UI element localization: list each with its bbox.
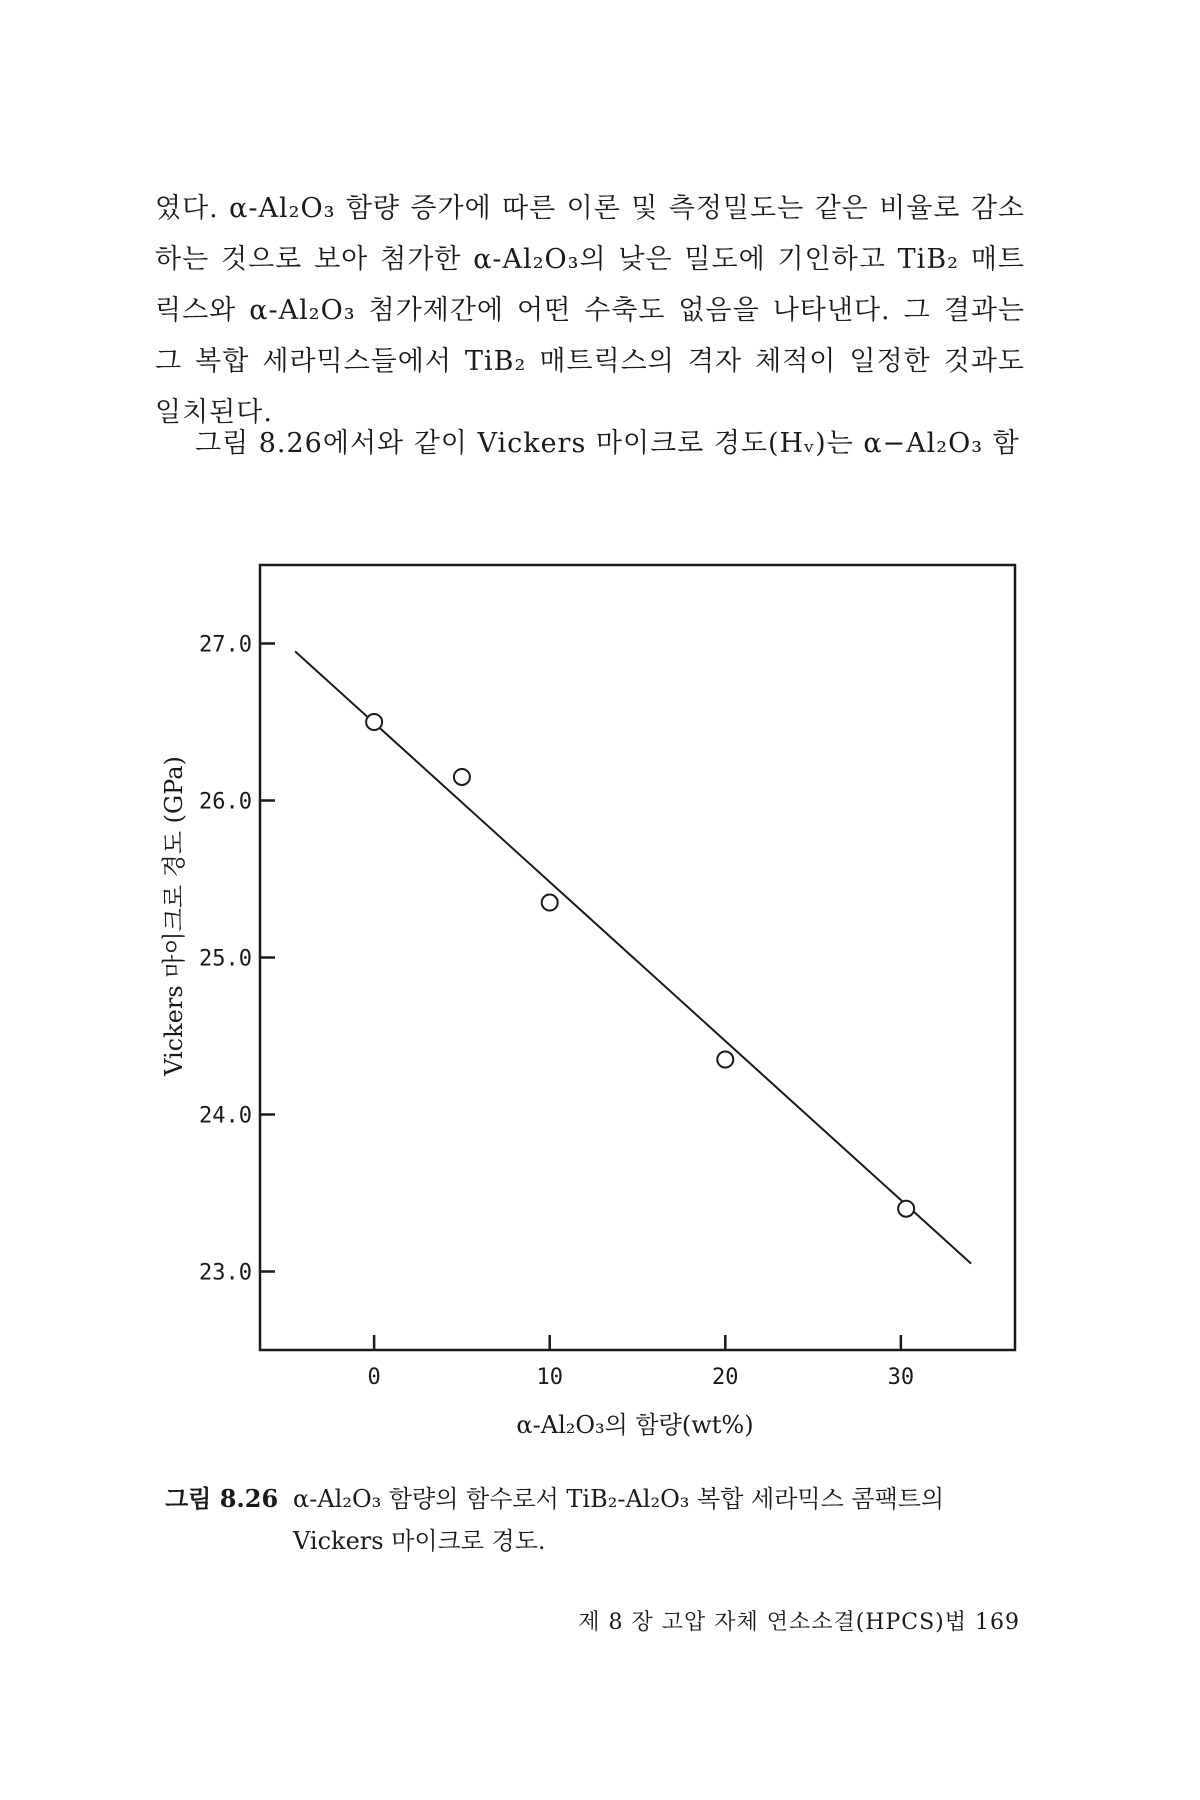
- caption-line-2: Vickers 마이크로 경도.: [293, 1527, 546, 1555]
- y-axis-label: Vickers 마이크로 경도 (GPa): [160, 756, 188, 1076]
- x-axis-label: α-Al₂O₃의 함량(wt%): [516, 1411, 754, 1439]
- y-tick-label: 24.0: [199, 1103, 252, 1129]
- fit-line-group: [295, 651, 971, 1263]
- y-tick-label: 23.0: [199, 1260, 252, 1286]
- x-tick-label: 30: [887, 1365, 915, 1390]
- data-point: [542, 895, 558, 911]
- data-point: [454, 769, 470, 785]
- y-tick-label: 27.0: [199, 632, 252, 658]
- fit-line: [295, 651, 971, 1263]
- caption-line-1: α-Al₂O₃ 함량의 함수로서 TiB₂-Al₂O₃ 복합 세라믹스 콤팩트의: [293, 1485, 945, 1513]
- x-axis: [368, 1335, 915, 1390]
- data-point: [717, 1052, 733, 1068]
- data-point: [366, 714, 382, 730]
- page-footer: 제 8 장 고압 자체 연소소결(HPCS)법 169: [578, 1610, 1020, 1635]
- y-tick-label: 26.0: [199, 789, 252, 815]
- y-axis: [199, 633, 275, 1286]
- body-paragraph-2: 그림 8.26에서와 같이 Vickers 마이크로 경도(Hᵥ)는 α−Al₂O₃ 함: [195, 428, 1020, 459]
- x-tick-label: 20: [712, 1365, 739, 1390]
- x-tick-label: 0: [367, 1365, 381, 1390]
- y-tick-label: 25.0: [199, 946, 252, 972]
- body-paragraph-1: 였다. α-Al₂O₃ 함량 증가에 따른 이론 및 측정밀도는 같은 비율로 감소하는 것으로 보아 첨가한 α-Al₂O₃의 낮은 밀도에 기인하고 TiB₂ 매트릭스와 α-Al₂O₃ 첨가제간에 어떤 수축도 없음을 나타낸다. 그 결과는 그 복합 세라믹스들에서 TiB₂ 매트릭스의 격자 체적이 일정한 것과도 일치된다.: [155, 193, 1025, 428]
- plot-frame: [260, 565, 1015, 1350]
- data-point: [898, 1201, 914, 1217]
- x-tick-label: 10: [536, 1365, 563, 1390]
- caption-label: 그림 8.26: [165, 1484, 279, 1513]
- figure-caption: [165, 1478, 1045, 1562]
